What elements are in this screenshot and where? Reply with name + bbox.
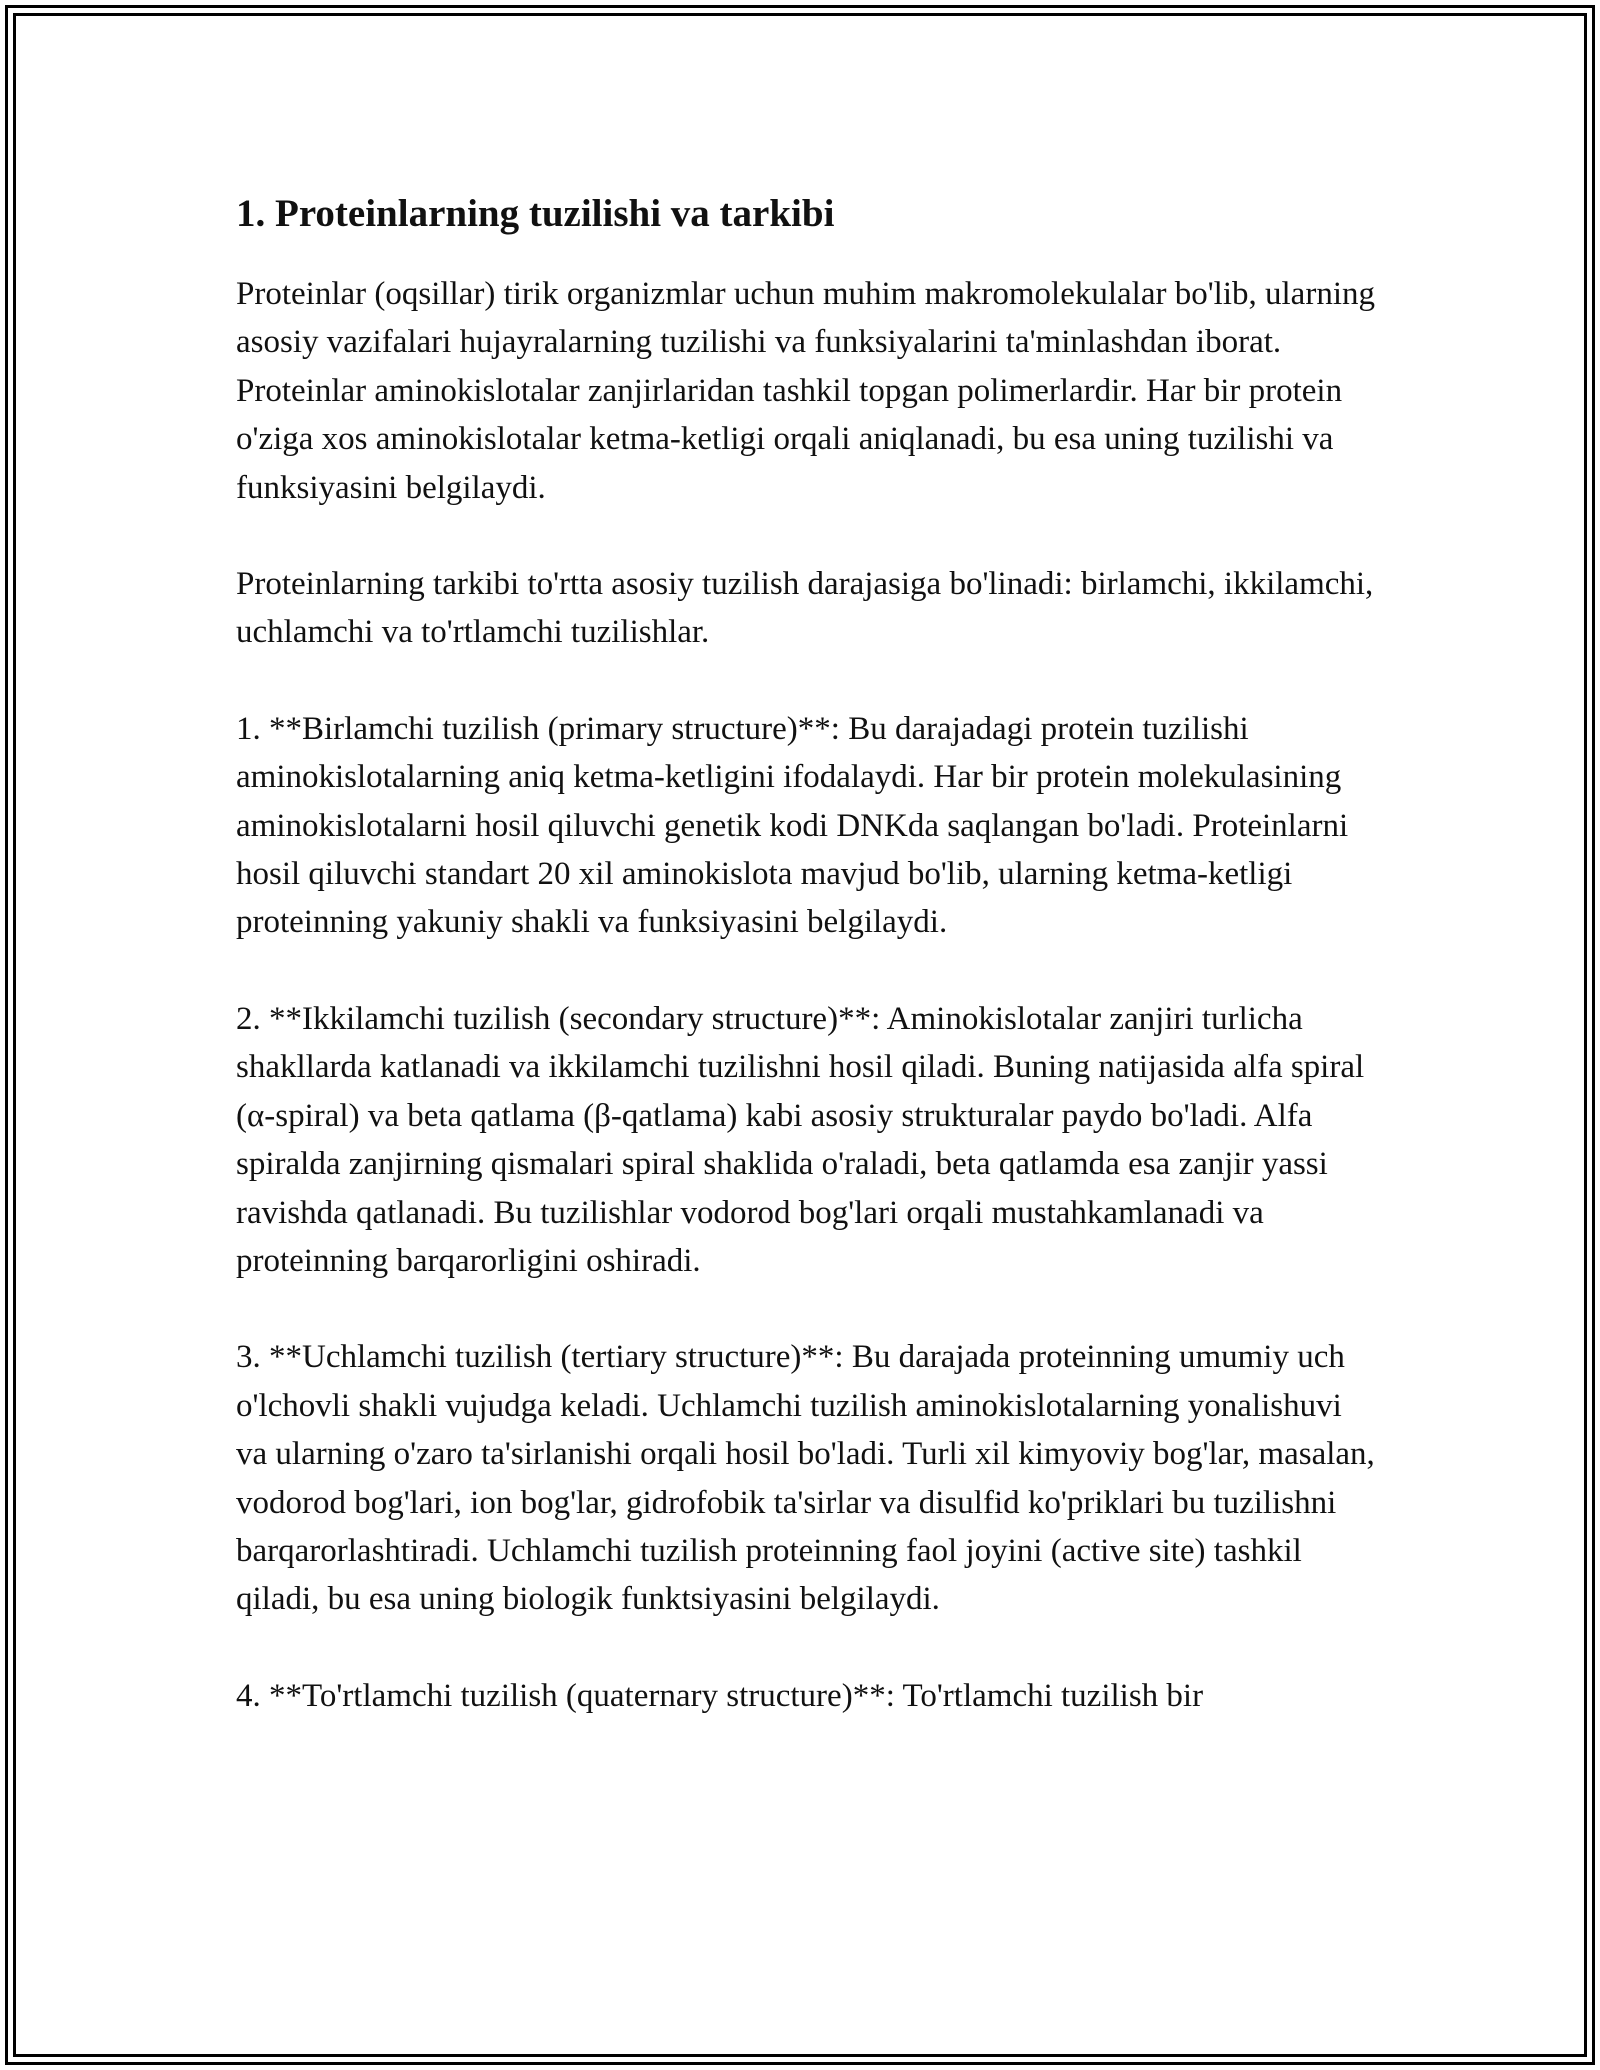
document-body	[236, 186, 1376, 1768]
section-heading: 1. Proteinlarning tuzilishi va tarkibi	[236, 192, 835, 235]
paragraph-primary-structure: 1. **Birlamchi tuzilish (primary structure)**: Bu darajadagi protein tuzilishi aminokislotalarning aniq ketma-ketligini ifodalaydi. Har bir protein molekulasining aminokislotalarni hosil qiluvchi genetik kodi DNKda saqlangan bo'ladi. Proteinlarni hosil qiluvchi standart 20 xil aminokislota mavjud bo'lib, ularning ketma-ketligi proteinning yakuniy shakli va funksiyasini belgilaydi.	[236, 710, 1349, 941]
paragraph-tertiary-structure: 3. **Uchlamchi tuzilish (tertiary structure)**: Bu darajada proteinning umumiy uch o'lchovli shakli vujudga keladi. Uchlamchi tuzilish aminokislotalarning yonalishuvi va ularning o'zaro ta'sirlanishi orqali hosil bo'ladi. Turli xil kimyoviy bog'lar, masalan, vodorod bog'lari, ion bog'lar, gidrofobik ta'sirlar va disulfid ko'priklari bu tuzilishni barqarorlashtiradi. Uchlamchi tuzilish proteinning faol joyini (active site) tashkil qiladi, bu esa uning biologik funktsiyasini belgilaydi.	[236, 1339, 1375, 1618]
paragraph-quaternary-structure: 4. **To'rtlamchi tuzilish (quaternary structure)**: To'rtlamchi tuzilish bir	[236, 1677, 1204, 1714]
paragraph-secondary-structure: 2. **Ikkilamchi tuzilish (secondary structure)**: Aminokislotalar zanjiri turlicha shakllarda katlanadi va ikkilamchi tuzilishni hosil qiladi. Buning natijasida alfa spiral (α-spiral) va beta qatlama (β-qatlama) kabi asosiy strukturalar paydo bo'ladi. Alfa spiralda zanjirning qismalari spiral shaklida o'raladi, beta qatlamda esa zanjir yassi ravishda qatlanadi. Bu tuzilishlar vodorod bog'lari orqali mustahkamlanadi va proteinning barqarorligini oshiradi.	[236, 1000, 1365, 1279]
paragraph-intro: Proteinlar (oqsillar) tirik organizmlar uchun muhim makromolekulalar bo'lib, ularning asosiy vazifalari hujayralarning tuzilishi va funksiyalarini ta'minlashdan iborat. Proteinlar aminokislotalar zanjirlaridan tashkil topgan polimerlardir. Har bir protein o'ziga xos aminokislotalar ketma-ketligi orqali aniqlanadi, bu esa uning tuzilishi va funksiyasini belgilaydi.	[236, 276, 1375, 506]
paragraph-structure-levels: Proteinlarning tarkibi to'rtta asosiy tuzilish darajasiga bo'linadi: birlamchi, ikkilamchi, uchlamchi va to'rtlamchi tuzilishlar.	[236, 566, 1374, 651]
